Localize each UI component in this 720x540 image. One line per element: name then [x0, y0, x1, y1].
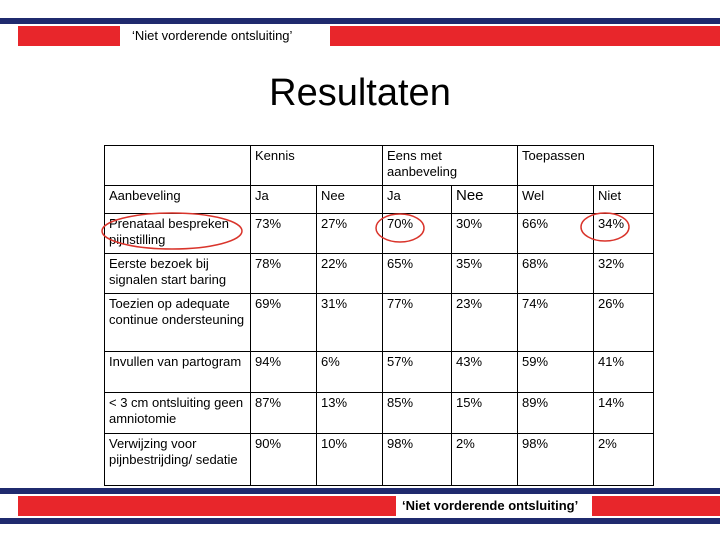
- bottom-navy-band: [0, 488, 720, 494]
- cell-eens-nee: 23%: [452, 294, 518, 352]
- subheader-aanbeveling: Aanbeveling: [105, 186, 251, 214]
- subheader-toepassen-wel: Wel: [518, 186, 594, 214]
- cell-eens-nee: 43%: [452, 352, 518, 393]
- cell-toepassen-niet: 34%: [594, 214, 654, 254]
- bottom-red-band: [18, 496, 720, 516]
- row-label: Toezien op adequate continue ondersteuning: [105, 294, 251, 352]
- cell-eens-ja: 65%: [383, 254, 452, 294]
- subheader-eens-nee: Nee: [452, 186, 518, 214]
- cell-kennis-nee: 6%: [317, 352, 383, 393]
- cell-kennis-ja: 69%: [251, 294, 317, 352]
- row-label: < 3 cm ontsluiting geen amniotomie: [105, 393, 251, 434]
- cell-toepassen-wel: 68%: [518, 254, 594, 294]
- header-kennis: Kennis: [251, 146, 383, 186]
- cell-kennis-nee: 31%: [317, 294, 383, 352]
- slide-title: Resultaten: [269, 72, 451, 114]
- cell-toepassen-niet: 41%: [594, 352, 654, 393]
- cell-eens-nee: 35%: [452, 254, 518, 294]
- subheader-kennis-nee: Nee: [317, 186, 383, 214]
- highlight-circle-toepassen-niet: [581, 213, 629, 241]
- subheader-toepassen-niet: Niet: [594, 186, 654, 214]
- cell-eens-ja: 85%: [383, 393, 452, 434]
- cell-toepassen-niet: 26%: [594, 294, 654, 352]
- cell-kennis-ja: 94%: [251, 352, 317, 393]
- row-label: Verwijzing voor pijnbestrijding/ sedatie: [105, 434, 251, 486]
- cell-kennis-ja: 73%: [251, 214, 317, 254]
- row-label: Eerste bezoek bij signalen start baring: [105, 254, 251, 294]
- cell-kennis-nee: 10%: [317, 434, 383, 486]
- cell-toepassen-niet: 32%: [594, 254, 654, 294]
- cell-eens-ja: 77%: [383, 294, 452, 352]
- cell-eens-ja: 98%: [383, 434, 452, 486]
- cell-kennis-nee: 27%: [317, 214, 383, 254]
- bottom-caption: ‘Niet vorderende ontsluiting’: [402, 498, 579, 513]
- highlight-circle-prenataal: [102, 213, 242, 249]
- cell-eens-ja: 70%: [383, 214, 452, 254]
- cell-eens-nee: 15%: [452, 393, 518, 434]
- cell-toepassen-niet: 14%: [594, 393, 654, 434]
- cell-toepassen-wel: 89%: [518, 393, 594, 434]
- subheader-eens-ja: Ja: [383, 186, 452, 214]
- cell-eens-nee: 30%: [452, 214, 518, 254]
- header-eens-met-aanbeveling: Eens met aanbeveling: [383, 146, 518, 186]
- highlight-circle-eens-ja: [376, 214, 424, 242]
- cell-kennis-nee: 13%: [317, 393, 383, 434]
- row-label: Invullen van partogram: [105, 352, 251, 393]
- bottom-navy-band-lower: [0, 518, 720, 524]
- cell-kennis-ja: 87%: [251, 393, 317, 434]
- cell-kennis-nee: 22%: [317, 254, 383, 294]
- cell-toepassen-wel: 74%: [518, 294, 594, 352]
- cell-toepassen-wel: 59%: [518, 352, 594, 393]
- cell-kennis-ja: 90%: [251, 434, 317, 486]
- cell-eens-ja: 57%: [383, 352, 452, 393]
- cell-eens-nee: 2%: [452, 434, 518, 486]
- cell-toepassen-niet: 2%: [594, 434, 654, 486]
- cell-toepassen-wel: 98%: [518, 434, 594, 486]
- row-label: Prenataal bespreken pijnstilling: [105, 214, 251, 254]
- cell-toepassen-wel: 66%: [518, 214, 594, 254]
- subheader-kennis-ja: Ja: [251, 186, 317, 214]
- header-toepassen: Toepassen: [518, 146, 654, 186]
- cell-kennis-ja: 78%: [251, 254, 317, 294]
- top-caption: ‘Niet vorderende ontsluiting’: [132, 28, 293, 43]
